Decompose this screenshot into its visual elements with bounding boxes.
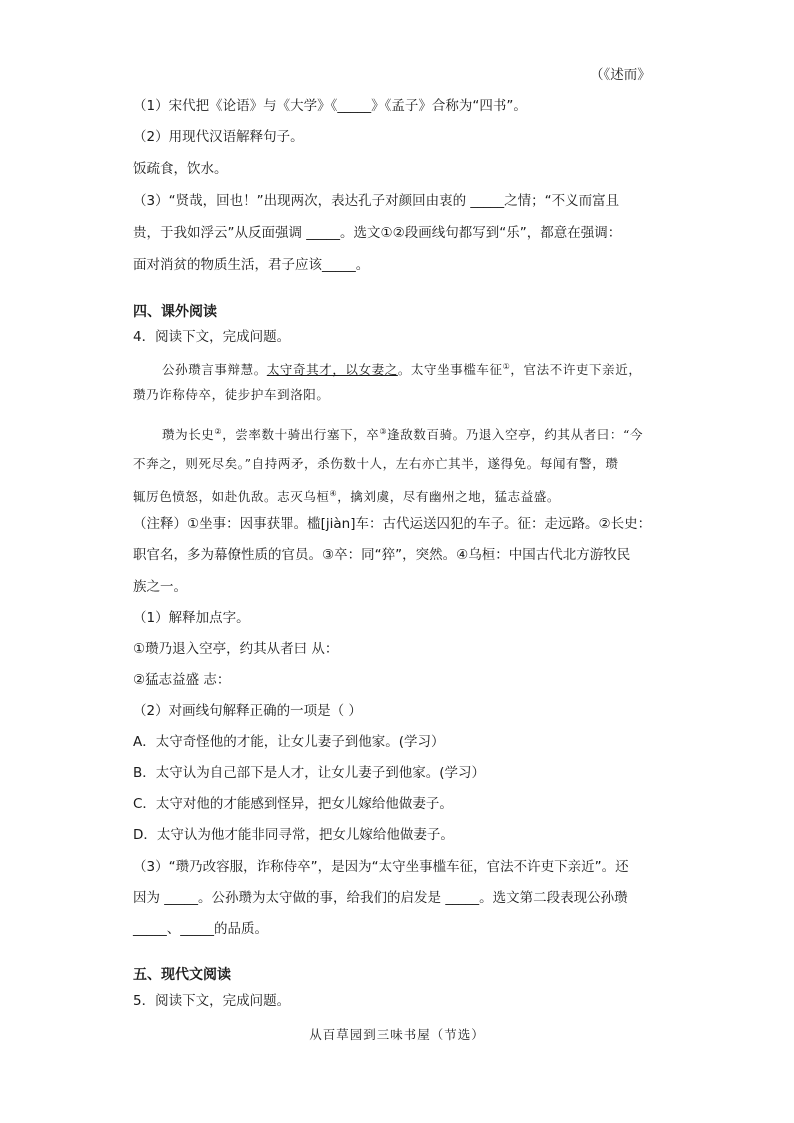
passage-text: 逢敌数百骑。乃退入空亭，约其从者曰：“今: [387, 427, 644, 443]
q4-sub1-item2: ②猛志益盛 志：: [133, 672, 231, 688]
q3-sub3-line1: （3）“贤哉，回也！”出现两次，表达孔子对颜回由衷的 _____之情；“不义而富且: [133, 193, 620, 209]
q3-sub3-line3: 面对消贫的物质生活，君子应该_____。: [133, 257, 370, 273]
passage-text: ，尝率数十骑出行塞下，卒: [222, 427, 380, 443]
notes-line1: （注释）①坐事：因事获罪。槛[jiàn]车：古代运送囚犯的车子。征：走远路。②长史：: [133, 516, 652, 532]
footnote-marker: ①: [502, 362, 511, 371]
underlined-sentence: 太守奇其才，以女妻之: [266, 362, 398, 378]
option-d: D．太守认为他才能非同寻常，把女儿嫁给他做妻子。: [133, 827, 454, 843]
q4-sub3-line3: _____、_____的品质。: [133, 921, 268, 937]
q3-sub2: （2）用现代汉语解释句子。: [133, 129, 304, 145]
q4-sub1-item1: ①瓒乃退入空亭，约其从者曰 从：: [133, 641, 339, 657]
passage-p1-line2: 瓒乃诈称侍卒，徒步护车到洛阳。: [133, 387, 330, 402]
passage-title: 从百草园到三味书屋（节选）: [309, 1027, 485, 1042]
passage-p2-line1: [162, 423, 643, 444]
q4-sub3-line1: （3）“瓒乃改容服，诈称侍卒”，是因为“太守坐事槛车征，官法不许吏下亲近”。还: [133, 859, 629, 875]
passage-text: ，官法不许吏下亲近，: [510, 362, 642, 378]
q3-sub1: （1）宋代把《论语》与《大学》《_____》《孟子》合称为“四书”。: [133, 98, 527, 114]
notes-line3: 族之一。: [133, 579, 187, 595]
option-a: A．太守奇怪他的才能，让女儿妻子到他家。(学习）: [133, 734, 445, 750]
q3-sub2-sentence: 饭疏食，饮水。: [133, 161, 228, 177]
q4-intro: 4．阅读下文，完成问题。: [133, 329, 291, 345]
q4-sub3-line2: 因为 _____。公孙瓒为太守做的事，给我们的启发是 _____。选文第二段表现公孙瓒: [133, 890, 628, 906]
passage-p2-line3: [133, 485, 560, 506]
q3-source: （《述而》: [590, 67, 651, 83]
passage-p1-line1: [162, 358, 641, 379]
q4-sub2: （2）对画线句解释正确的一项是（ ）: [133, 703, 362, 719]
section5-heading: 五、现代文阅读: [133, 967, 231, 983]
passage-text: 。太守坐事槛车征: [397, 362, 503, 378]
footnote-marker: ②: [214, 427, 223, 436]
option-c: C．太守对他的才能感到怪异，把女儿嫁给他做妻子。: [133, 796, 453, 812]
q5-intro: 5．阅读下文，完成问题。: [133, 993, 291, 1009]
passage-text: 辄厉色愤怒，如赴仇敌。志灭乌桓: [133, 489, 330, 505]
footnote-marker: ③: [379, 427, 388, 436]
q3-sub3-line2: 贵，于我如浮云”从反面强调 _____。选文①②段画线句都写到“乐”，都意在强调：: [133, 225, 622, 241]
footnote-marker: ④: [329, 489, 338, 498]
passage-text: ，擒刘虞，尽有幽州之地，猛志益盛。: [337, 489, 560, 505]
q4-sub1: （1）解释加点字。: [133, 610, 250, 626]
passage-text: 瓒为长史: [162, 427, 215, 443]
notes-line2: 职官名，多为幕僚性质的官员。③卒：同“猝”，突然。④乌桓：中国古代北方游牧民: [133, 547, 631, 563]
section4-heading: 四、课外阅读: [133, 304, 217, 320]
option-b: B．太守认为自己部下是人才，让女儿妻子到他家。(学习）: [133, 765, 486, 781]
passage-p2-line2: 不奔之，则死尽矣。”自持两矛，杀伤数十人，左右亦亡其半，遂得免。每闻有警，瓒: [133, 456, 619, 471]
passage-text: 公孙瓒言事辩慧。: [162, 362, 267, 378]
